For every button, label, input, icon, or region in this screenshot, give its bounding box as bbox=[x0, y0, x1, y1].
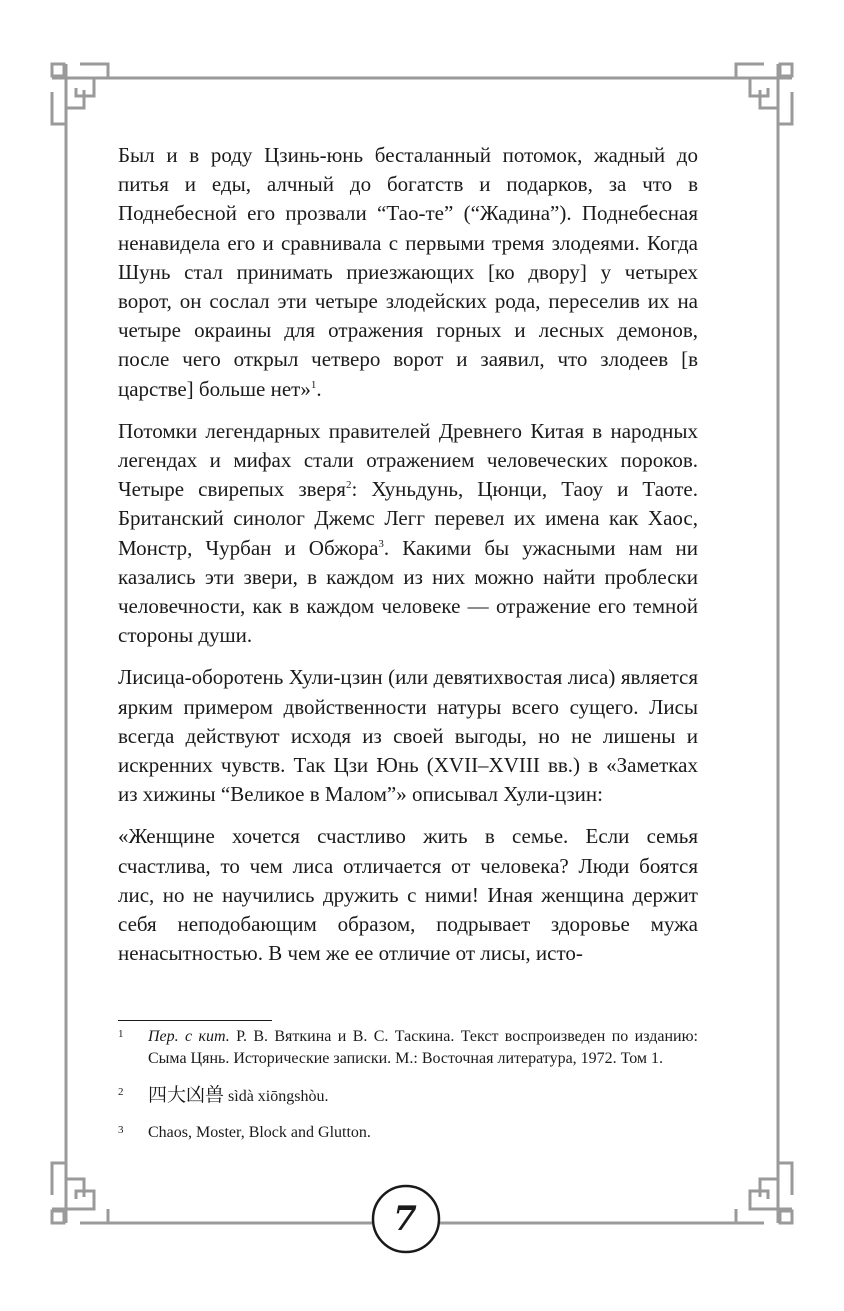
main-text bbox=[118, 141, 698, 981]
paragraph-1: Был и в роду Цзинь-юнь бесталанный потомок, жадный до питья и еды, алчный до богатств и подарков, за что в Поднебесной его прозвали “Тао-те” (“Жадина”). Поднебесная ненавидела его и сравнивала с первыми тремя злодеями. Когда Шунь стал принимать приезжающих [ко двору] у четырех ворот, он сослал эти четыре злодейских рода, переселив их на четыре окраины для отражения горных и лесных демонов, после чего открыл четверо ворот и заявил, что злодеев [в царстве] больше нет»$^1$. bbox=[118, 143, 698, 401]
page-number: 7 bbox=[393, 1199, 417, 1239]
footnote-3: 3 Chaos, Moster, Block and Glutton. bbox=[118, 1124, 371, 1141]
footnote-ref-3: 3 bbox=[378, 537, 384, 550]
chinese-characters: 四大凶兽 bbox=[148, 1084, 225, 1106]
paragraph-4-quote: «Женщине хочется счастливо жить в семье. Если семья счастлива, то чем лиса отличается от человека? Люди боятся лис, но не научились дружить с ними! Иная женщина держит себя неподобающим образом, подрывает здоровье мужа ненасытностью. В чем же ее отличие от лисы, исто- bbox=[118, 824, 698, 966]
paragraph-2: Потомки легендарных правителей Древнего Китая в народных легендах и мифах стали отражением человеческих пороков. Четыре свирепых зверя$^2$: Хуньдунь, Цюнци, Таоу и Таоте. Британский синолог Джемс Легг перевел их имена как Хаос, Монстр, Чурбан и Обжора$^3$. Какими бы ужасными нам ни казались эти звери, в каждом из них можно найти проблески человечности, как в каждом человеке — отражение его темной стороны души. bbox=[118, 418, 698, 648]
footnote-number: 1 bbox=[118, 1028, 124, 1040]
footnote-number: 3 bbox=[118, 1124, 124, 1136]
corner-ornament-icon bbox=[52, 64, 108, 124]
footnote-ref-1: 1 bbox=[310, 378, 317, 391]
footnote-ref-2: 2 bbox=[345, 479, 352, 492]
paragraph-3: Лисица-оборотень Хули-цзин (или девятихвостая лиса) является ярким примером двойственности натуры всего сущего. Лисы всегда действуют исходя из своей выгоды, но не лишены и искренних чувств. Так Цзи Юнь (XVII–XVIII вв.) в «Заметках из хижины “Великое в Малом”» описывал Хули-цзин: bbox=[118, 665, 698, 807]
footnote-1: 1 Пер. с кит. Р. В. Вяткина и В. С. Таскина. Текст воспроизведен по изданию: Сыма Цянь. Исторические записки. М.: Восточная литература, 1972. Том 1. bbox=[118, 1028, 698, 1067]
footnotes bbox=[118, 1026, 698, 1158]
footnote-2: 2 四大凶兽 sìdà xiōngshòu. bbox=[118, 1084, 329, 1106]
footnote-number: 2 bbox=[118, 1086, 124, 1098]
footnote-separator bbox=[118, 1020, 272, 1021]
